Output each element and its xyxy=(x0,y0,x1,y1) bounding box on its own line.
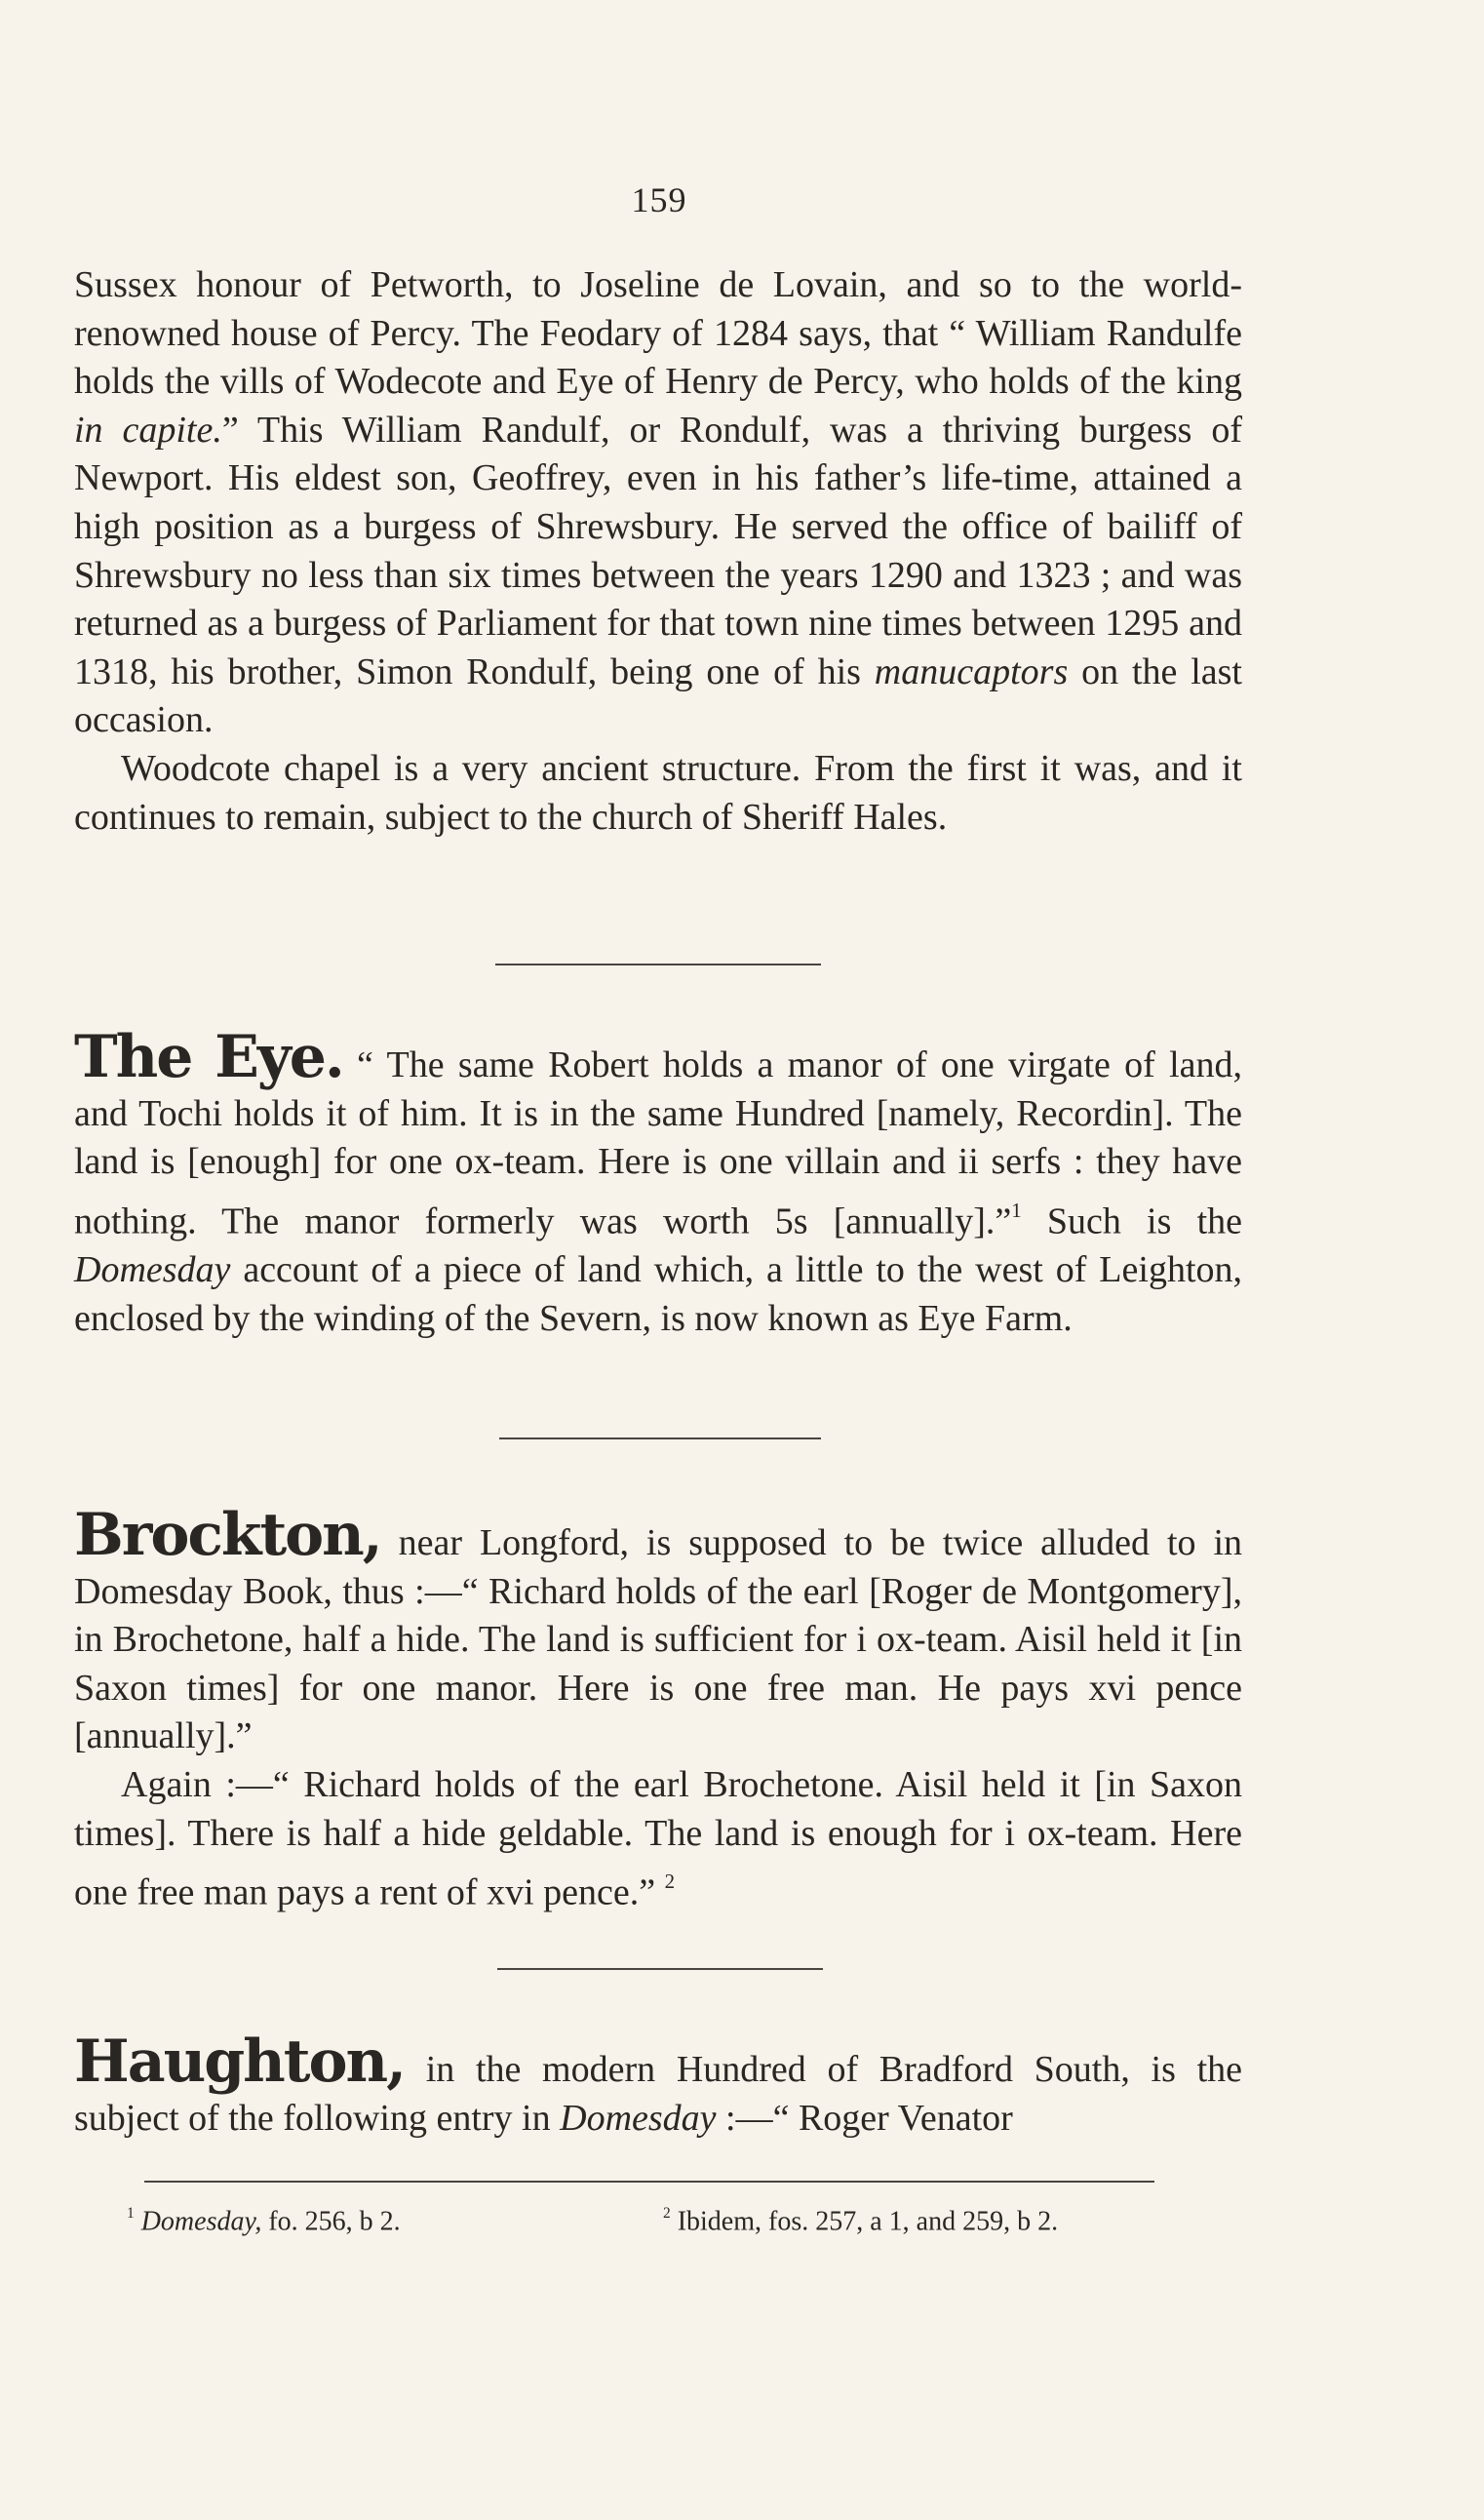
paragraph: Haughton, in the modern Hundred of Bradford South, is the subject of the following entry in Domesday :—“ Roger Venator xyxy=(74,2028,1242,2139)
section-divider xyxy=(499,1437,821,1439)
paragraph: Sussex honour of Petworth, to Joseline de Lovain, and so to the world-renowned house of Percy. The Feodary of 1284 says, that “ William Randulfe holds the vills of Wodecote and Eye of Henry de Percy, who holds of the king in capite.” This William Randulf, or Rondulf, was a thriving burgess of Newport. His eldest son, Geoffrey, even in his father’s life-time, attained a high position as a burgess of Shrewsbury. He served the office of bailiff of Shrewsbury no less than six times between the years 1290 and 1323 ; and was returned as a burgess of Parliament for that town nine times between 1295 and 1318, his brother, Simon Rondulf, being one of his manucaptors on the last occasion. xyxy=(74,264,1243,741)
paragraph: Woodcote chapel is a very ancient structure. From the first it was, and it continues to remain, subject to the church of Sheriff Hales. xyxy=(74,747,1242,838)
section-divider xyxy=(495,964,821,965)
section-divider xyxy=(497,1968,823,1970)
footnote-ref: 2 xyxy=(664,1870,676,1894)
section-eye xyxy=(74,1023,1242,1343)
section-brockton xyxy=(74,1501,1242,1917)
footnote-1: $^1$ Domesday, fo. 256, b 2. xyxy=(127,2205,401,2237)
paragraph: Brockton, near Longford, is supposed to be twice alluded to in Domesday Book, thus :—“ Richard holds of the earl [Roger de Montgomery], in Brochetone, half a hide. The land is sufficient for i ox-team. Aisil held it [in Saxon times] for one manor. Here is one free man. He pays xvi pence [annually].” xyxy=(74,1501,1242,1757)
section-woodcote xyxy=(74,261,1242,842)
footnote-divider xyxy=(144,2181,1154,2183)
page-number: 159 xyxy=(631,180,687,219)
section-heading: Brockton, xyxy=(74,1501,381,1569)
section-heading: The Eye. xyxy=(74,1023,343,1091)
footnote-ref: 1 xyxy=(1011,1198,1022,1222)
footnote-2: $^2$ Ibidem, fos. 257, a 1, and 259, b 2. xyxy=(663,2205,1059,2237)
section-haughton xyxy=(74,2028,1242,2143)
section-heading: Haughton, xyxy=(74,2028,406,2096)
paragraph: Again :—“ Richard holds of the earl Brochetone. Aisil held it [in Saxon times]. There is half a hide geldable. The land is enough for i ox-team. Here one free man pays a rent of xvi pence.” $^2$ xyxy=(74,1763,1242,1913)
paragraph: The Eye. “ The same Robert holds a manor of one virgate of land, and Tochi holds it of him. It is in the same Hundred [namely, Recordin]. The land is [enough] for one ox-team. Here is one villain and ii serfs : they have nothing. The manor formerly was worth 5s [annually].”$^1$ Such is the Domesday account of a piece of land which, a little to the west of Leighton, enclosed by the winding of the Severn, is now known as Eye Farm. xyxy=(74,1023,1242,1339)
